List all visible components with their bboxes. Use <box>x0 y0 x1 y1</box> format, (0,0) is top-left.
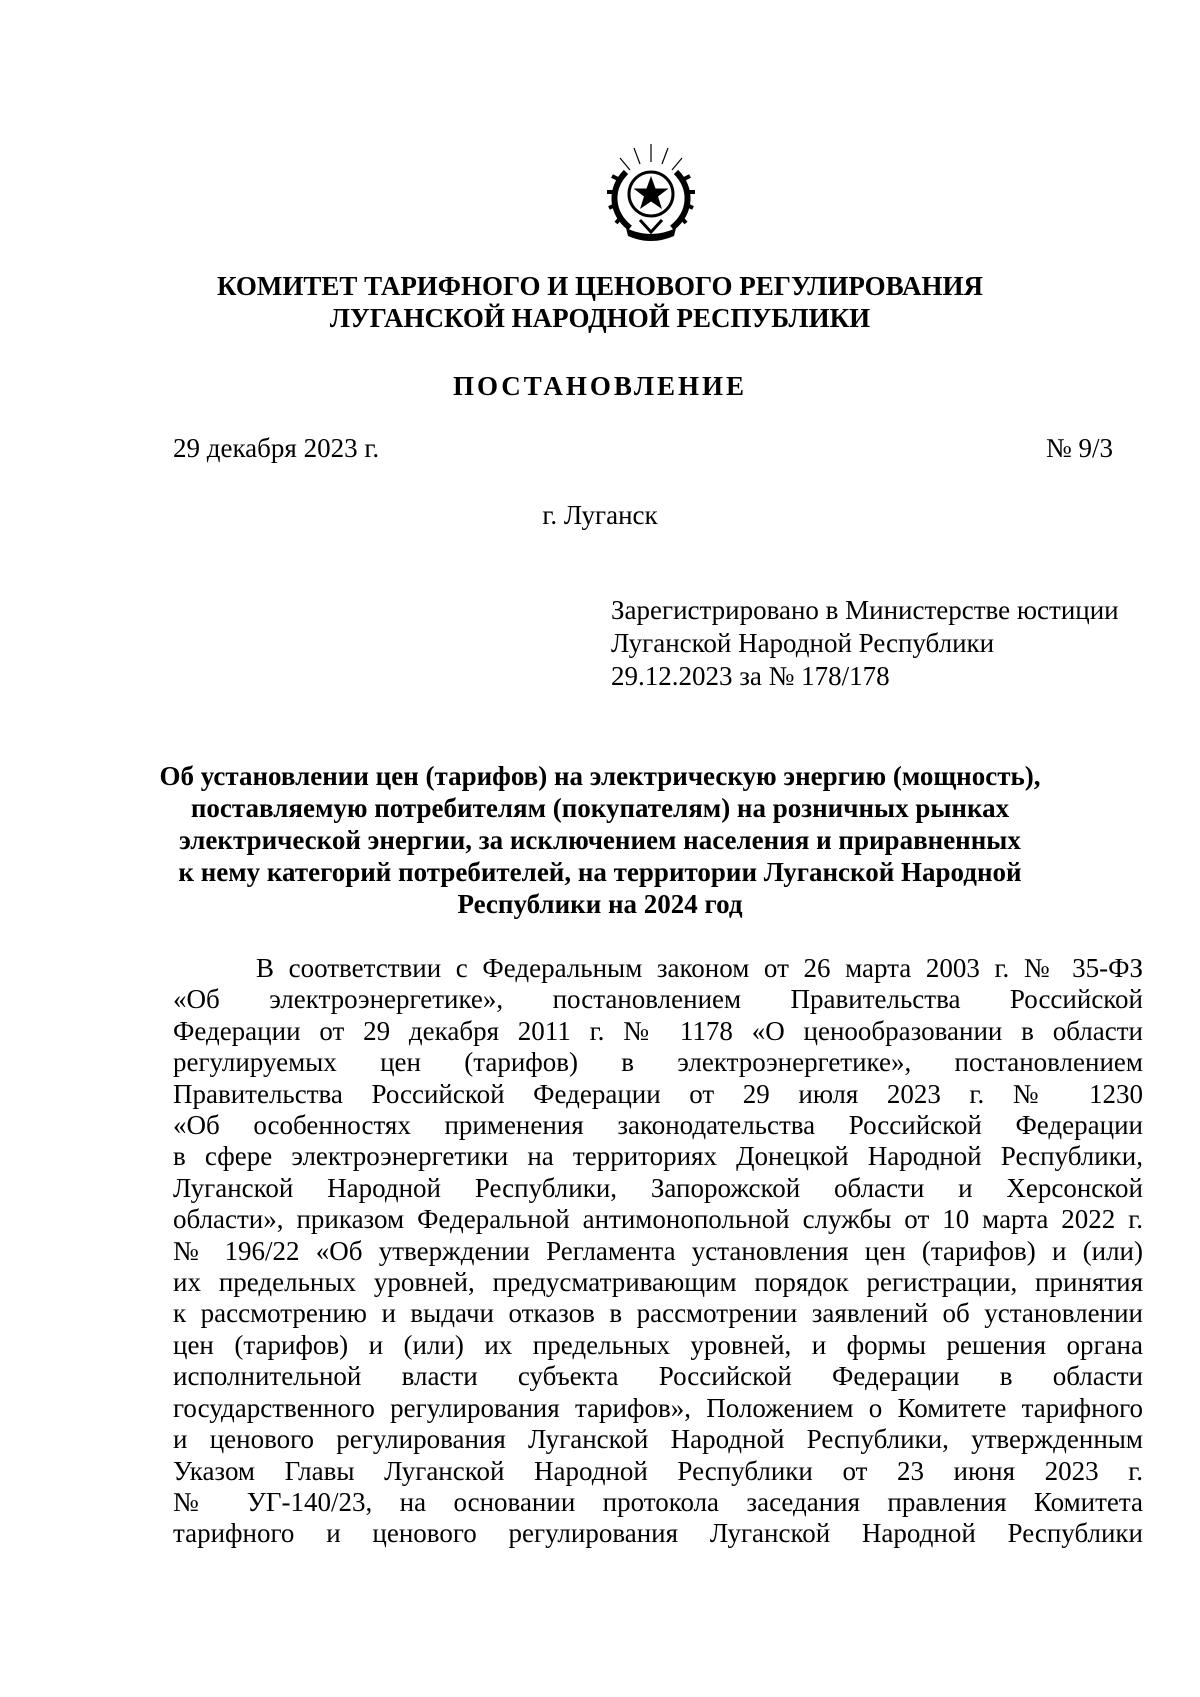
body-line: в сфере электроэнергетики на территориях Донецкой Народной Республики, <box>173 1141 1143 1172</box>
state-emblem-icon <box>596 136 706 246</box>
authority-line: КОМИТЕТ ТАРИФНОГО И ЦЕНОВОГО РЕГУЛИРОВАНИЯ <box>216 271 983 301</box>
body-line: Указом Главы Луганской Народной Республики от 23 июня 2023 г. <box>173 1455 1143 1486</box>
issuing-authority <box>0 270 1200 334</box>
body-line: № 196/22 «Об утверждении Регламента установления цен (тарифов) и (или) <box>173 1235 1143 1266</box>
body-line: регулируемых цен (тарифов) в электроэнергетике», постановлением <box>173 1047 1143 1078</box>
registration-line: Зарегистрировано в Министерстве юстиции <box>611 595 1119 625</box>
body-line: цен (тарифов) и (или) их предельных уровней, и формы решения органа <box>173 1329 1143 1360</box>
body-line: исполнительной власти субъекта Российской Федерации в области <box>173 1361 1143 1392</box>
body-line: тарифного и ценового регулирования Луганской Народной Республики <box>173 1518 1143 1549</box>
document-city: г. Луганск <box>542 500 658 530</box>
title-line: к нему категорий потребителей, на территории Луганской Народной <box>178 857 1022 887</box>
body-line: их предельных уровней, предусматривающим порядок регистрации, принятия <box>173 1267 1143 1298</box>
title-line: поставляемую потребителям (покупателям) на розничных рынках <box>190 793 1010 823</box>
authority-line: ЛУГАНСКОЙ НАРОДНОЙ РЕСПУБЛИКИ <box>329 303 871 333</box>
body-line: Луганской Народной Республики, Запорожской области и Херсонской <box>173 1172 1143 1203</box>
document-date: 29 декабря 2023 г. <box>173 433 380 463</box>
registration-line: Луганской Народной Республики <box>611 628 995 658</box>
registration-line: 29.12.2023 за № 178/178 <box>611 661 890 691</box>
body-line: № УГ-140/23, на основании протокола заседания правления Комитета <box>173 1486 1143 1517</box>
body-line: государственного регулирования тарифов», Положением о Комитете тарифного <box>173 1392 1143 1423</box>
title-line: Об установлении цен (тарифов) на электрическую энергию (мощность), <box>159 761 1041 791</box>
body-line: Правительства Российской Федерации от 29 июля 2023 г. № 1230 <box>173 1078 1143 1109</box>
body-line: «Об электроэнергетике», постановлением Правительства Российской <box>173 984 1143 1015</box>
body-line: и ценового регулирования Луганской Народной Республики, утвержденным <box>173 1424 1143 1455</box>
document-number: № 9/3 <box>1045 433 1113 463</box>
document-type: ПОСТАНОВЛЕНИЕ <box>452 371 748 401</box>
document-title <box>140 760 1060 920</box>
registration-note <box>611 594 1119 693</box>
body-line: Федерации от 29 декабря 2011 г. № 1178 «О ценообразовании в области <box>173 1015 1143 1046</box>
body-line: области», приказом Федеральной антимонопольной службы от 10 марта 2022 г. <box>173 1204 1143 1235</box>
title-line: электрической энергии, за исключением населения и приравненных <box>179 825 1021 855</box>
title-line: Республики на 2024 год <box>457 889 743 919</box>
body-line: к рассмотрению и выдачи отказов в рассмотрении заявлений об установлении <box>173 1298 1143 1329</box>
body-line: «Об особенностях применения законодательства Российской Федерации <box>173 1110 1143 1141</box>
body-line: В соответствии с Федеральным законом от 26 марта 2003 г. № 35-ФЗ <box>256 953 1143 983</box>
preamble-paragraph <box>173 953 1143 1550</box>
